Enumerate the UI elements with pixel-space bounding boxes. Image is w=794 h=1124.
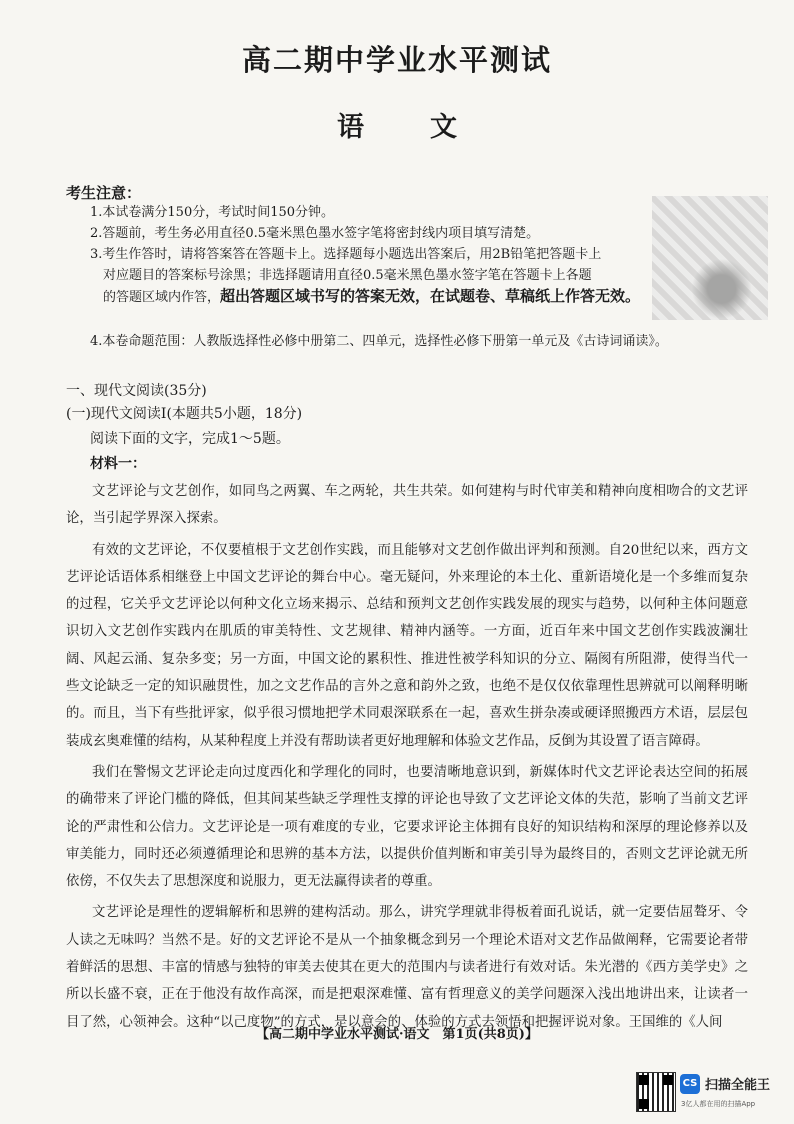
part-heading: 一、现代文阅读(35分) bbox=[66, 383, 207, 399]
exam-title: 高二期中学业水平测试 bbox=[241, 43, 552, 77]
reading-instruction: 阅读下面的文字，完成1～5题。 bbox=[90, 431, 290, 447]
notice-item-2: 2.答题前，考生务必用直径0.5毫米黑色墨水签字笔将密封线内项目填写清楚。 bbox=[90, 226, 540, 241]
camscanner-logo-icon: CS bbox=[680, 1074, 700, 1094]
material-label: 材料一： bbox=[90, 456, 146, 472]
passage bbox=[66, 478, 748, 1040]
paragraph: 我们在警惕文艺评论走向过度西化和学理化的同时，也要清晰地意识到，新媒体时代文艺评论表达空间的拓展的确带来了评论门槛的降低，但其间某些缺乏学理性支撑的评论也导致了文艺评论文体的失范，影响了当前文艺评论的严肃性和公信力。文艺评论是一项有难度的专业，它要求评论主体拥有良好的知识结构和深厚的理论修养以及审美能力，同时还必须遵循理论和思辨的基本方法，以提供价值判断和审美引导为最终目的，否则文艺评论就无所依傍，不仅失去了思想深度和说服力，更无法赢得读者的尊重。 bbox=[66, 764, 748, 890]
notice-item-3-line-c: 的答题区域内作答， bbox=[103, 290, 221, 305]
notice-item-3-emphasis: 超出答题区域书写的答案无效，在试题卷、草稿纸上作答无效。 bbox=[220, 287, 641, 305]
subpart-heading: (一)现代文阅读Ⅰ(本题共5小题，18分) bbox=[66, 406, 303, 422]
notice-item-4: 4.本卷命题范围：人教版选择性必修中册第二、四单元，选择性必修下册第一单元及《古诗词诵读》。 bbox=[90, 334, 668, 349]
paragraph: 文艺评论与文艺创作，如同鸟之两翼、车之两轮，共生共荣。如何建构与时代审美和精神向度相吻合的文艺评论，当引起学界深入探索。 bbox=[66, 484, 748, 527]
notice-item-3 bbox=[90, 244, 650, 308]
notice-heading: 考生注意： bbox=[66, 184, 142, 202]
scanner-tagline: 3亿人都在用的扫描App bbox=[681, 1100, 756, 1108]
paragraph: 有效的文艺评论，不仅要植根于文艺创作实践，而且能够对文艺创作做出评判和预测。自20世纪以来，西方文艺评论话语体系相继登上中国文艺评论的舞台中心。毫无疑问，外来理论的本土化、重新语境化是一个多维而复杂的过程，它关乎文艺评论以何种文化立场来揭示、总结和预判文艺创作实践发展的现实与趋势，以何种主体问题意识切入文艺创作实践内在肌质的审美特性、文艺规律、精神内涵等。一方面，近百年来中国文艺创作实践波澜壮阔、风起云涌、复杂多变；另一方面，中国文论的累积性、推进性被学科知识的分立、隔阂有所阻滞，使得当代一些文论缺乏一定的知识融贯性，加之文艺作品的言外之意和韵外之致，也绝不是仅仅依靠理性思辨就可以阐释明晰的。而且，当下有些批评家，似乎很习惯地把学术同艰深联系在一起，喜欢生拼杂凑或硬译照搬西方术语，层层包装成玄奥难懂的结构，从某种程度上并没有帮助读者更好地理解和体验文艺作品，反倒为其设置了语言障碍。 bbox=[66, 542, 748, 749]
page-footer: 【高二期中学业水平测试·语文 第1页(共8页)】 bbox=[256, 1027, 538, 1042]
notice-item-1: 1.本试卷满分150分，考试时间150分钟。 bbox=[90, 205, 335, 220]
notice-item-3-line-b: 对应题目的答案标号涂黑；非选择题请用直径0.5毫米黑色墨水签字笔在答题卡上各题 bbox=[103, 268, 592, 283]
scanner-qr-icon bbox=[636, 1072, 676, 1112]
scanner-app-name: 扫描全能王 bbox=[705, 1078, 771, 1093]
notice-item-3-line-a: 3.考生作答时，请将答案答在答题卡上。选择题每小题选出答案后，用2B铅笔把答题卡上 bbox=[90, 247, 602, 262]
paragraph: 文艺评论是理性的逻辑解析和思辨的建构活动。那么，讲究学理就非得板着面孔说话，就一定要佶屈聱牙、令人读之无味吗？当然不是。好的文艺评论不是从一个抽象概念到另一个理论术语对文艺作品做阐释，它需要论者带着鲜活的思想、丰富的情感与独特的审美去使其在更大的范围内与读者进行有效对话。朱光潜的《西方美学史》之所以长盛不衰，正在于他没有故作高深，而是把艰深难懂、富有哲理意义的美学问题深入浅出地讲出来，让读者一目了然，心领神会。这种“以己度物”的方式，是以意会的、体验的方式去领悟和把握评说对象。王国维的《人间 bbox=[66, 905, 748, 1030]
subject-title: 语文 bbox=[337, 112, 523, 143]
blurred-qr-code bbox=[652, 196, 768, 320]
notice-list bbox=[90, 202, 650, 308]
